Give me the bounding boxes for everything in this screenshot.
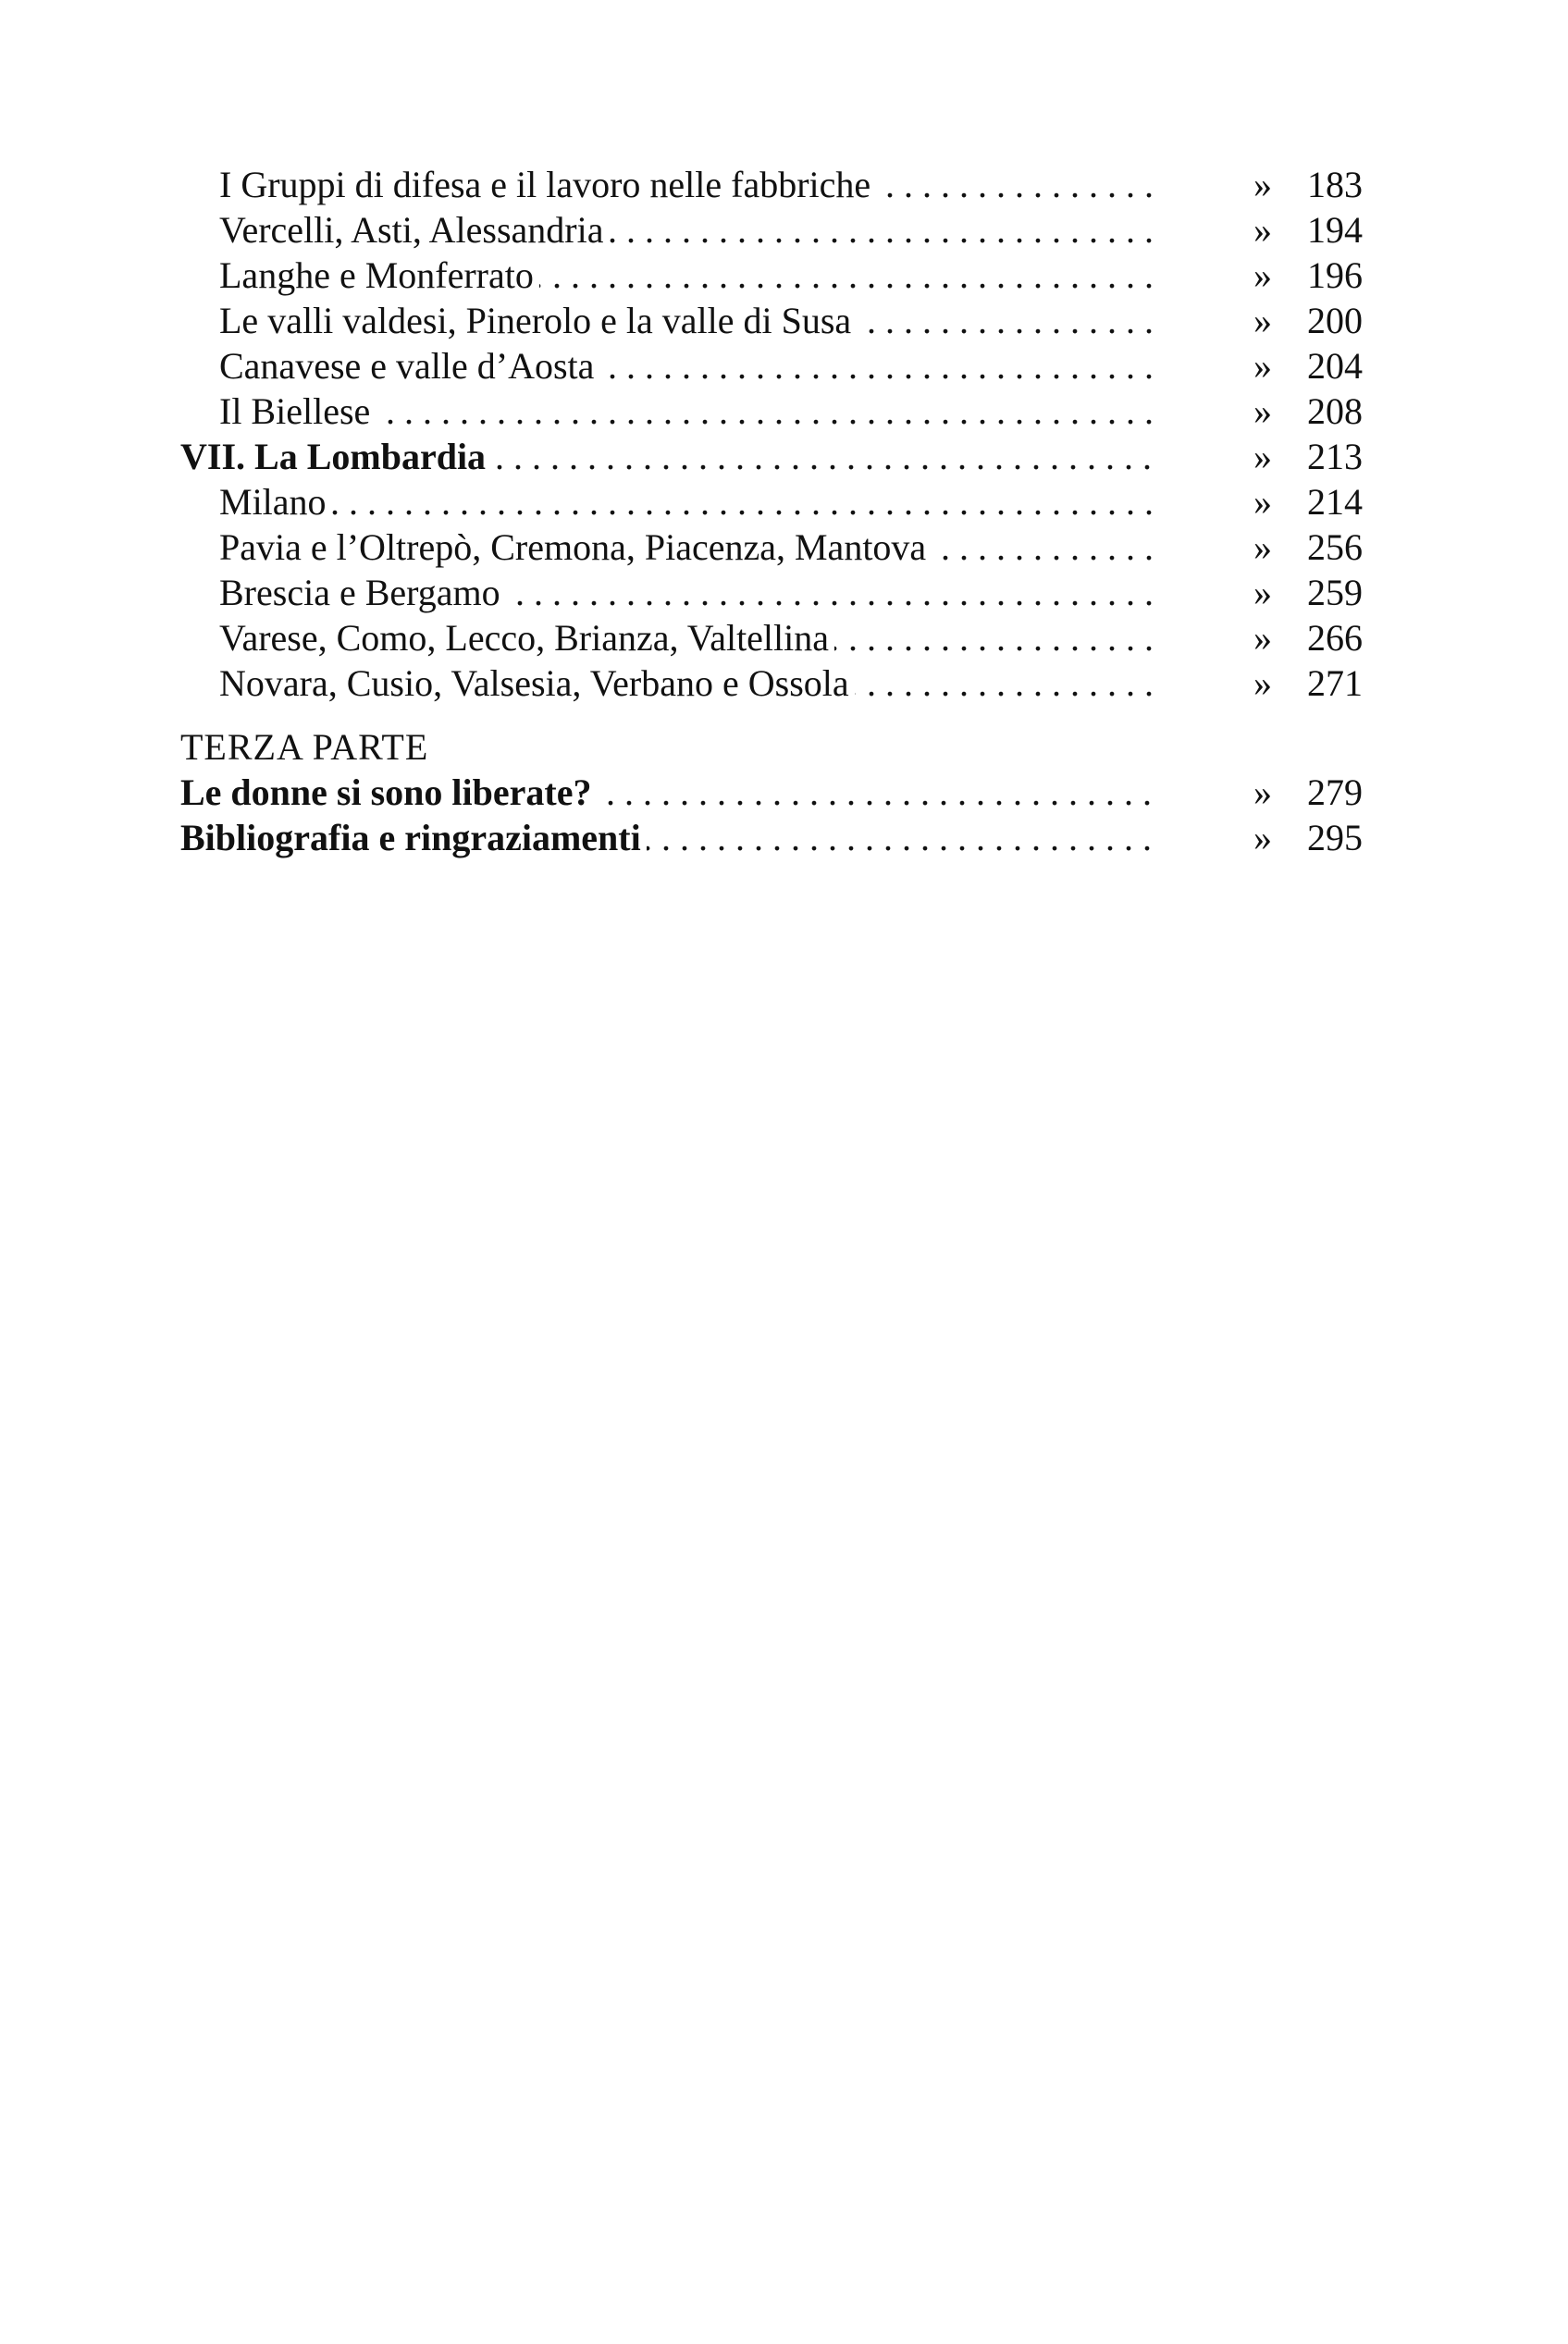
toc-entry-page: 194: [1307, 209, 1363, 251]
toc-entry: [219, 570, 1363, 615]
toc-entry-title: Brescia e Bergamo: [219, 572, 506, 613]
toc-entry-page: 259: [1307, 572, 1363, 613]
toc-entry-marker: »: [1253, 662, 1272, 704]
part-heading: TERZA PARTE: [180, 726, 429, 768]
toc-entry: [219, 343, 1363, 389]
toc-entry-marker: »: [1253, 390, 1272, 432]
toc-entry-title: Langhe e Monferrato: [219, 254, 539, 296]
toc-entry: [219, 524, 1363, 570]
toc-entry-page: 295: [1307, 817, 1363, 858]
toc-entry-page: 271: [1307, 662, 1363, 704]
toc-entry-marker: »: [1253, 771, 1272, 813]
toc-entry-title: Vercelli, Asti, Alessandria: [219, 209, 609, 251]
toc-entry: [219, 389, 1363, 434]
toc-entry-title: Canavese e valle d’Aosta: [219, 345, 599, 387]
toc-entry-marker: »: [1253, 572, 1272, 613]
toc-chapter-title: Le donne si sono liberate?: [180, 771, 597, 813]
toc-entry: [219, 207, 1363, 253]
toc-chapter-title: VII. La Lombardia: [180, 436, 491, 477]
toc-entry-page: 196: [1307, 254, 1363, 296]
toc-entry: [219, 162, 1363, 207]
toc-entry-page: 183: [1307, 164, 1363, 205]
toc-chapter-entry: [180, 815, 1363, 860]
toc-entry: [219, 615, 1363, 660]
toc-entry-title: Pavia e l’Oltrepò, Cremona, Piacenza, Mantova: [219, 526, 932, 568]
toc-entry-marker: »: [1253, 481, 1272, 523]
toc-entry-title: Il Biellese: [219, 390, 376, 432]
toc-entry-marker: »: [1253, 817, 1272, 858]
toc-entry-marker: »: [1253, 209, 1272, 251]
toc-entry-marker: »: [1253, 526, 1272, 568]
toc-entry-marker: »: [1253, 436, 1272, 477]
toc-chapter-title: Bibliografia e ringraziamenti: [180, 817, 647, 858]
toc-entry-page: 200: [1307, 300, 1363, 341]
toc-entry-title: I Gruppi di difesa e il lavoro nelle fabbriche: [219, 164, 876, 205]
toc-entry-page: 204: [1307, 345, 1363, 387]
toc-entry-marker: »: [1253, 254, 1272, 296]
toc-entry-page: 214: [1307, 481, 1363, 523]
toc-chapter-entry: [180, 770, 1363, 815]
toc-entry-title: Novara, Cusio, Valsesia, Verbano e Ossola: [219, 662, 855, 704]
toc-chapter-entry: [180, 434, 1363, 479]
toc-entry-marker: »: [1253, 300, 1272, 341]
toc-entry: [219, 298, 1363, 343]
toc-entry: [219, 479, 1363, 524]
toc-entry-title: Le valli valdesi, Pinerolo e la valle di Susa: [219, 300, 857, 341]
toc-entry-title: Varese, Como, Lecco, Brianza, Valtellina: [219, 617, 834, 659]
toc-entry-marker: »: [1253, 617, 1272, 659]
toc-entry-page: 279: [1307, 771, 1363, 813]
toc-entry-page: 266: [1307, 617, 1363, 659]
toc-entry-page: 256: [1307, 526, 1363, 568]
toc-entry: [219, 253, 1363, 298]
toc-entry-marker: »: [1253, 164, 1272, 205]
toc-entry-marker: »: [1253, 345, 1272, 387]
toc-entry-page: 213: [1307, 436, 1363, 477]
toc-entry: [219, 660, 1363, 706]
toc-entry-page: 208: [1307, 390, 1363, 432]
toc-entry-title: Milano: [219, 481, 332, 523]
dot-leader: [219, 479, 1152, 524]
